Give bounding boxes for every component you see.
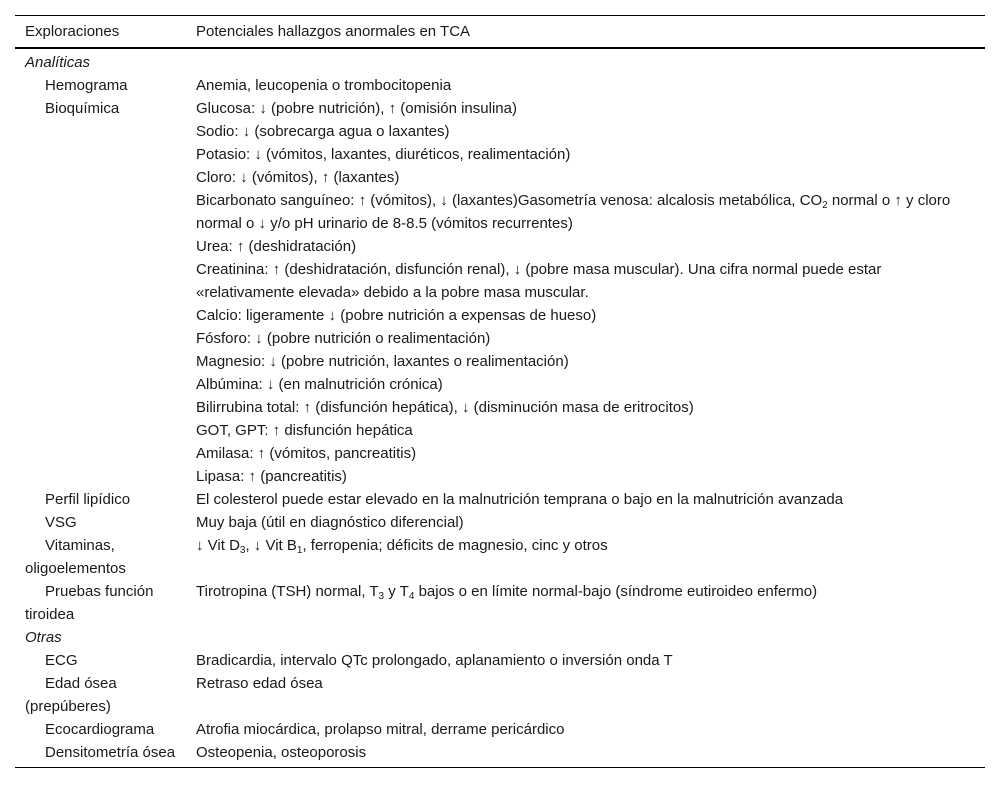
finding-text: Potasio: ↓ (vómitos, laxantes, diuréticos, realimentación)	[196, 146, 571, 163]
table-row	[15, 465, 985, 488]
exploration-name	[15, 166, 196, 189]
table-row	[15, 189, 985, 235]
finding-text: Magnesio: ↓ (pobre nutrición, laxantes o realimentación)	[196, 353, 569, 370]
table-row	[15, 350, 985, 373]
table-body	[15, 49, 985, 767]
finding-text: Sodio: ↓ (sobrecarga agua o laxantes)	[196, 123, 450, 140]
table-row	[15, 97, 985, 120]
finding-text: Calcio: ligeramente ↓ (pobre nutrición a expensas de hueso)	[196, 307, 597, 324]
table-bottom-rule	[15, 767, 985, 768]
table-row	[15, 488, 985, 511]
finding-text: GOT, GPT: ↑ disfunción hepática	[196, 422, 413, 439]
exploration-name	[15, 373, 196, 396]
table-row	[15, 580, 985, 626]
table-header-row	[15, 16, 985, 47]
exploration-name	[15, 327, 196, 350]
exploration-name: Densitometría ósea	[45, 744, 176, 761]
table-row	[15, 166, 985, 189]
finding-text: Amilasa: ↑ (vómitos, pancreatitis)	[196, 445, 417, 462]
exploration-name	[15, 350, 196, 373]
section-row	[15, 626, 985, 649]
finding-text: Glucosa: ↓ (pobre nutrición), ↑ (omisión insulina)	[196, 100, 517, 117]
finding-text: Creatinina: ↑ (deshidratación, disfunción renal), ↓ (pobre masa muscular). Una cifra normal puede estar «relativamente elevada» debido a la pobre masa muscular.	[196, 261, 882, 301]
table-row	[15, 741, 985, 764]
section-title: Analíticas	[25, 54, 91, 71]
finding-text: Bradicardia, intervalo QTc prolongado, aplanamiento o inversión onda T	[196, 652, 673, 669]
table-row	[15, 442, 985, 465]
exploration-name: Pruebas función tiroidea	[25, 583, 154, 623]
exploration-name: Ecocardiograma	[45, 721, 155, 738]
exploration-name	[15, 258, 196, 304]
exploration-name	[15, 143, 196, 166]
exploration-name: Hemograma	[45, 77, 128, 94]
exploration-name: Edad ósea (prepúberes)	[25, 675, 117, 715]
exploration-name	[15, 419, 196, 442]
finding-text: Osteopenia, osteoporosis	[196, 744, 367, 761]
section-title: Otras	[25, 629, 62, 646]
finding-text: Muy baja (útil en diagnóstico diferencial)	[196, 514, 464, 531]
finding-text: El colesterol puede estar elevado en la malnutrición temprana o bajo en la malnutrición avanzada	[196, 491, 844, 508]
exploration-name: ECG	[45, 652, 78, 669]
table-row	[15, 143, 985, 166]
exploration-name: VSG	[45, 514, 77, 531]
findings-table	[15, 15, 985, 768]
table-row	[15, 672, 985, 718]
finding-text: Retraso edad ósea	[196, 675, 323, 692]
table-row	[15, 511, 985, 534]
finding-text: Bicarbonato sanguíneo: ↑ (vómitos), ↓ (laxantes)Gasometría venosa: alcalosis metabólica, $CO_2$ normal o ↑ y cloro normal o ↓ y/o pH urinario de 8-8.5 (vómitos recurrentes)	[196, 192, 951, 232]
finding-text: Albúmina: ↓ (en malnutrición crónica)	[196, 376, 443, 393]
exploration-name	[15, 304, 196, 327]
table-row	[15, 120, 985, 143]
exploration-name: Vitaminas, oligoelementos	[25, 537, 126, 577]
finding-text: Urea: ↑ (deshidratación)	[196, 238, 357, 255]
finding-text: Cloro: ↓ (vómitos), ↑ (laxantes)	[196, 169, 400, 186]
finding-text: Atrofia miocárdica, prolapso mitral, derrame pericárdico	[196, 721, 565, 738]
table-row	[15, 718, 985, 741]
table-row	[15, 534, 985, 580]
exploration-name	[15, 235, 196, 258]
table-row	[15, 327, 985, 350]
table-row	[15, 649, 985, 672]
table-row	[15, 304, 985, 327]
finding-text: ↓ Vit $D_3$, ↓ Vit $B_1$, ferropenia; déficits de magnesio, cinc y otros	[196, 537, 608, 556]
table-row	[15, 235, 985, 258]
table-row	[15, 258, 985, 304]
finding-text: Bilirrubina total: ↑ (disfunción hepática), ↓ (disminución masa de eritrocitos)	[196, 399, 694, 416]
section-row	[15, 51, 985, 74]
table-row	[15, 373, 985, 396]
exploration-name	[15, 120, 196, 143]
exploration-name: Bioquímica	[45, 100, 120, 117]
finding-text: Lipasa: ↑ (pancreatitis)	[196, 468, 347, 485]
header-hallazgos: Potenciales hallazgos anormales en TCA	[196, 23, 471, 40]
finding-text: Tirotropina (TSH) normal, $T_3$ y $T_4$ bajos o en límite normal-bajo (síndrome eutiroideo enfermo)	[196, 583, 818, 602]
header-exploraciones: Exploraciones	[25, 23, 120, 40]
table-row	[15, 396, 985, 419]
exploration-name: Perfil lipídico	[45, 491, 131, 508]
table-row	[15, 74, 985, 97]
table-row	[15, 419, 985, 442]
finding-text: Fósforo: ↓ (pobre nutrición o realimentación)	[196, 330, 491, 347]
finding-text: Anemia, leucopenia o trombocitopenia	[196, 77, 452, 94]
exploration-name	[15, 189, 196, 235]
exploration-name	[15, 465, 196, 488]
exploration-name	[15, 442, 196, 465]
exploration-name	[15, 396, 196, 419]
